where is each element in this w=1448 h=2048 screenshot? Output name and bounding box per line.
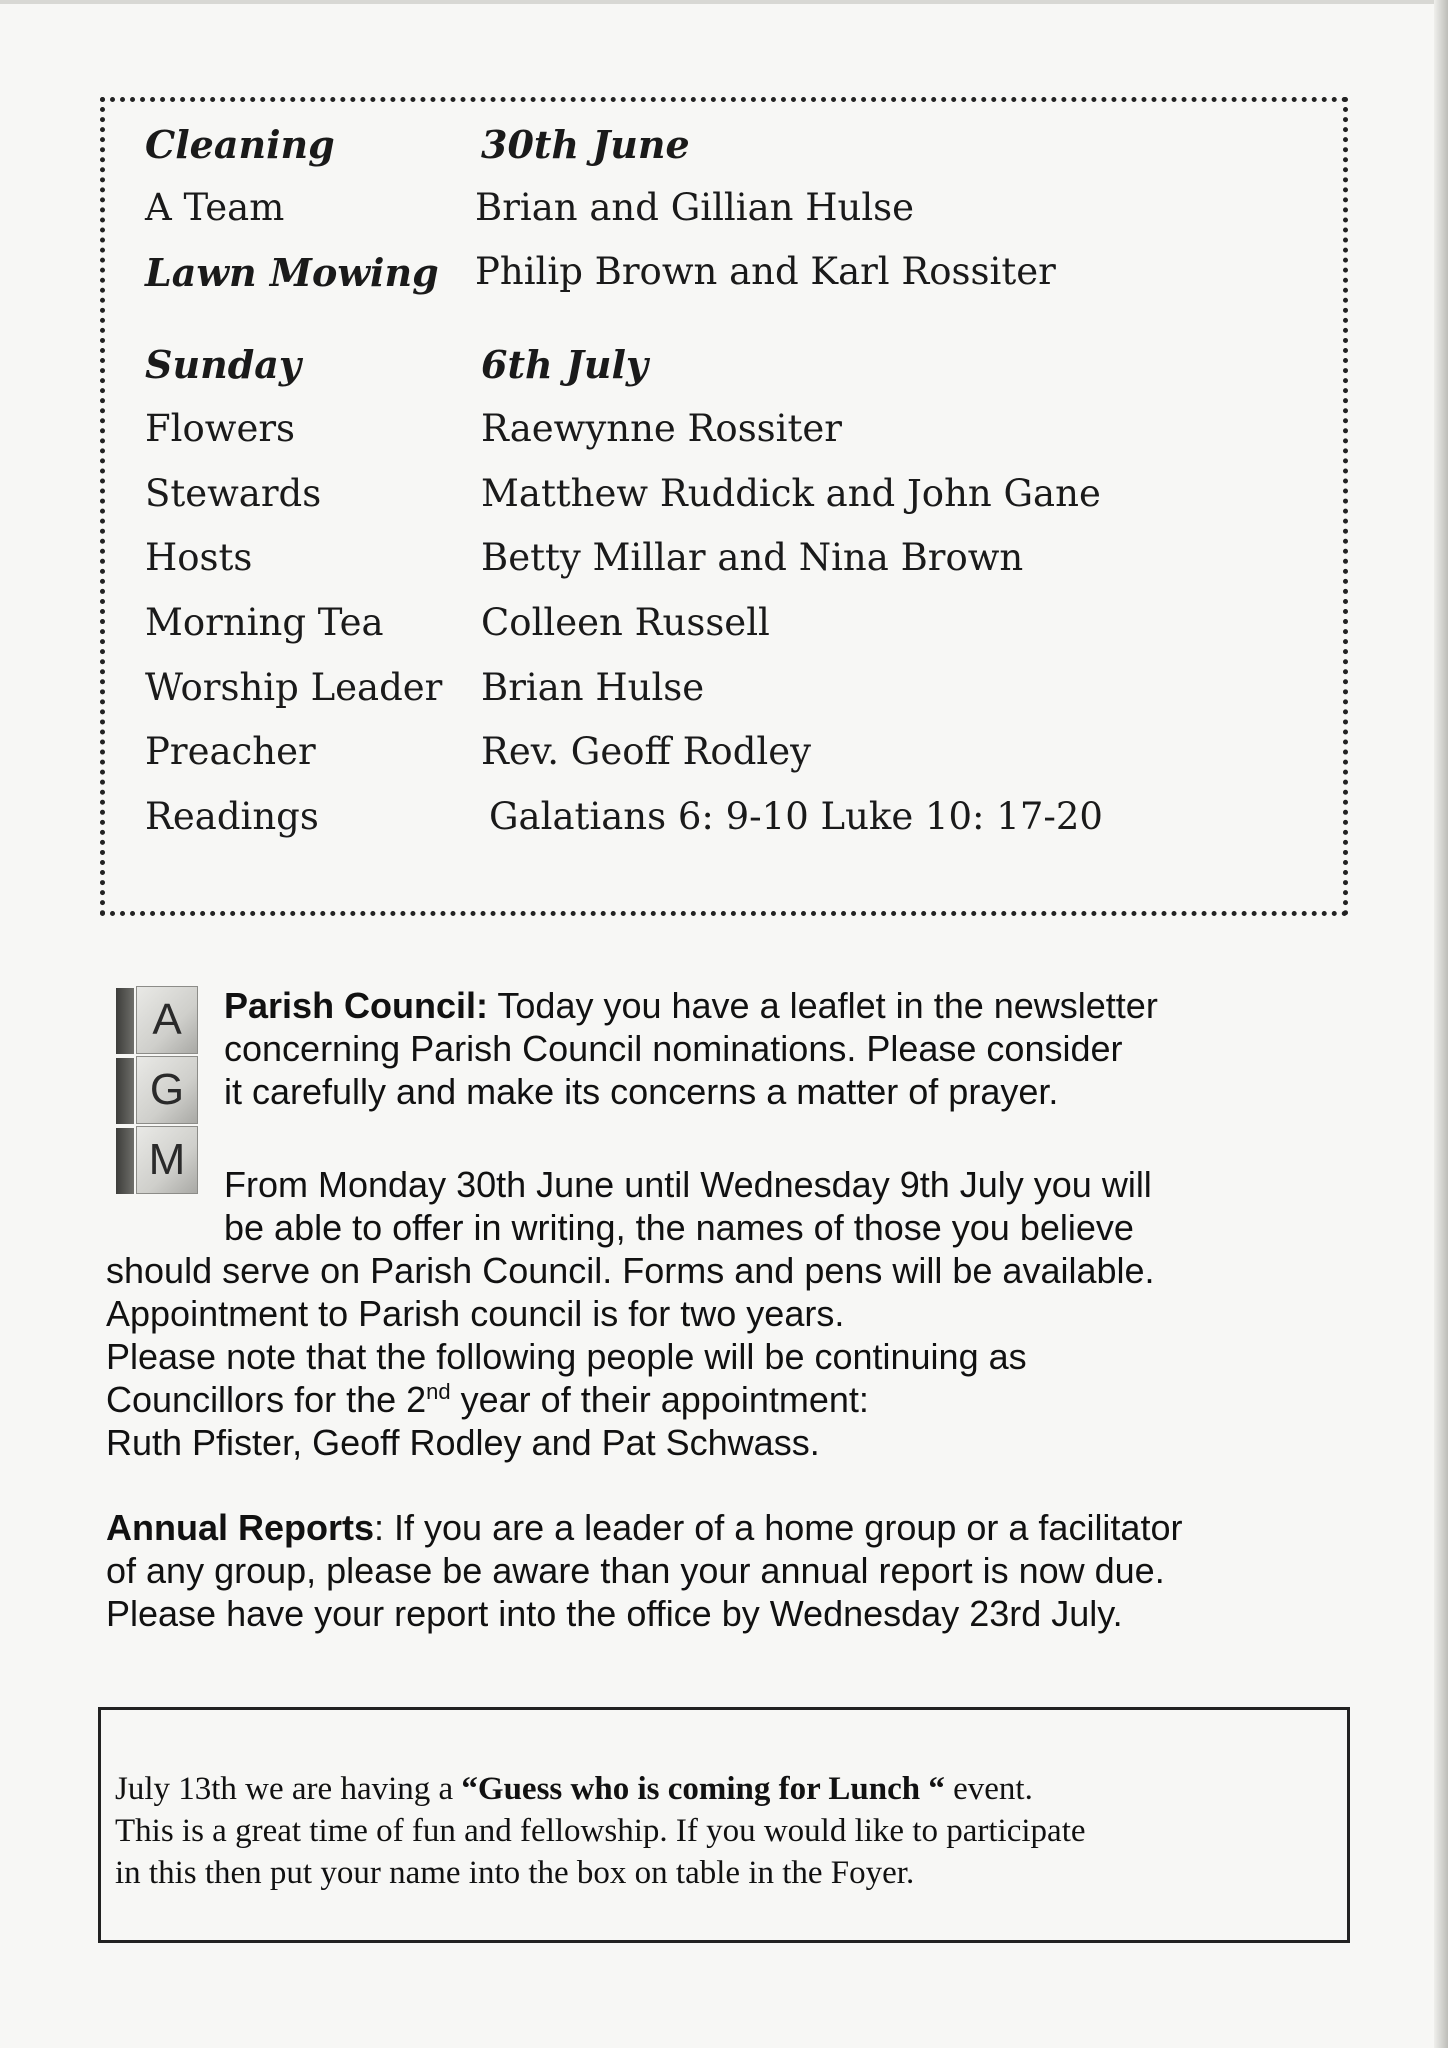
agm-block-g: G xyxy=(136,1056,198,1124)
lawn-mowing-label: Lawn Mowing xyxy=(145,250,439,295)
block-shadow xyxy=(116,1128,134,1194)
block-shadow xyxy=(116,988,134,1054)
roster-row xyxy=(105,407,1343,463)
lunch-notice-line-3: in this then put your name into the box on table in the Foyer. xyxy=(115,1855,915,1891)
nomination-line-3: should serve on Parish Council. Forms and pens will be available. xyxy=(106,1250,1155,1291)
parish-council-heading: Parish Council: xyxy=(224,985,489,1026)
roster-row xyxy=(105,730,1343,786)
a-team-label: A Team xyxy=(145,186,285,229)
roster-role: Flowers xyxy=(145,407,296,450)
lunch-notice-line-2: This is a great time of fun and fellowship. If you would like to participate xyxy=(115,1813,1086,1849)
roster-person: Betty Millar and Nina Brown xyxy=(481,536,1024,579)
nomination-line-6: Councillors for the 2nd year of their appointment: xyxy=(106,1379,869,1420)
agm-blocks-illustration xyxy=(116,980,210,1198)
roster-row-a-team xyxy=(105,186,1343,242)
lunch-notice-line-1: July 13th we are having a “Guess who is coming for Lunch “ event. xyxy=(115,1771,1033,1807)
cleaning-date: 30th June xyxy=(481,122,690,167)
roster-row xyxy=(105,536,1343,592)
agm-block-m: M xyxy=(136,1126,198,1194)
roster-row xyxy=(105,601,1343,657)
roster-role: Preacher xyxy=(145,730,316,773)
roster-row-lawn-mowing xyxy=(105,250,1343,306)
cleaning-label: Cleaning xyxy=(145,122,335,167)
roster-role: Stewards xyxy=(145,472,322,515)
roster-readings: Galatians 6: 9-10 Luke 10: 17-20 xyxy=(489,795,1103,838)
roster-row xyxy=(105,666,1343,722)
lawn-mowing-value: Philip Brown and Karl Rossiter xyxy=(475,250,1056,293)
nomination-line-5: Please note that the following people will be continuing as xyxy=(106,1336,1027,1377)
roster-person: Brian Hulse xyxy=(481,666,705,709)
parish-council-line-3: it carefully and make its concerns a matter of prayer. xyxy=(224,1071,1059,1112)
block-shadow xyxy=(116,1058,134,1124)
roster-person: Colleen Russell xyxy=(481,601,770,644)
nomination-line-2: be able to offer in writing, the names of those you believe xyxy=(224,1207,1134,1248)
sunday-date: 6th July xyxy=(481,342,648,387)
roster-person: Matthew Ruddick and John Gane xyxy=(481,472,1101,515)
agm-block-a: A xyxy=(136,986,198,1054)
roster-person: Rev. Geoff Rodley xyxy=(481,730,812,773)
continuing-councillors: Ruth Pfister, Geoff Rodley and Pat Schwass. xyxy=(106,1422,820,1463)
roster-role: Worship Leader xyxy=(145,666,443,709)
roster-row-cleaning xyxy=(105,122,1343,178)
page-top-edge xyxy=(0,0,1448,4)
parish-council-line-1: Parish Council: Today you have a leaflet in the newsletter xyxy=(224,985,1158,1026)
roster-row xyxy=(105,795,1343,851)
roster-box xyxy=(100,97,1348,916)
lunch-notice-box xyxy=(98,1707,1350,1943)
parish-council-line-2: concerning Parish Council nominations. Please consider xyxy=(224,1028,1123,1069)
annual-reports-line-3: Please have your report into the office by Wednesday 23rd July. xyxy=(106,1593,1123,1634)
page-right-edge xyxy=(1434,0,1448,2048)
roster-row xyxy=(105,472,1343,528)
roster-person: Raewynne Rossiter xyxy=(481,407,842,450)
annual-reports-line-2: of any group, please be aware than your annual report is now due. xyxy=(106,1550,1165,1591)
nomination-line-1: From Monday 30th June until Wednesday 9th July you will xyxy=(224,1164,1152,1205)
a-team-value: Brian and Gillian Hulse xyxy=(475,186,915,229)
nomination-line-4: Appointment to Parish council is for two years. xyxy=(106,1293,845,1334)
roster-role: Hosts xyxy=(145,536,253,579)
roster-role: Morning Tea xyxy=(145,601,384,644)
annual-reports-line-1: Annual Reports: If you are a leader of a home group or a facilitator xyxy=(106,1507,1183,1548)
roster-row-sunday xyxy=(105,342,1343,398)
lunch-notice-text xyxy=(115,1768,1086,1894)
sunday-label: Sunday xyxy=(145,342,301,387)
annual-reports-heading: Annual Reports xyxy=(106,1507,375,1548)
lunch-event-title: “Guess who is coming for Lunch “ xyxy=(461,1771,945,1807)
roster-role: Readings xyxy=(145,795,319,838)
